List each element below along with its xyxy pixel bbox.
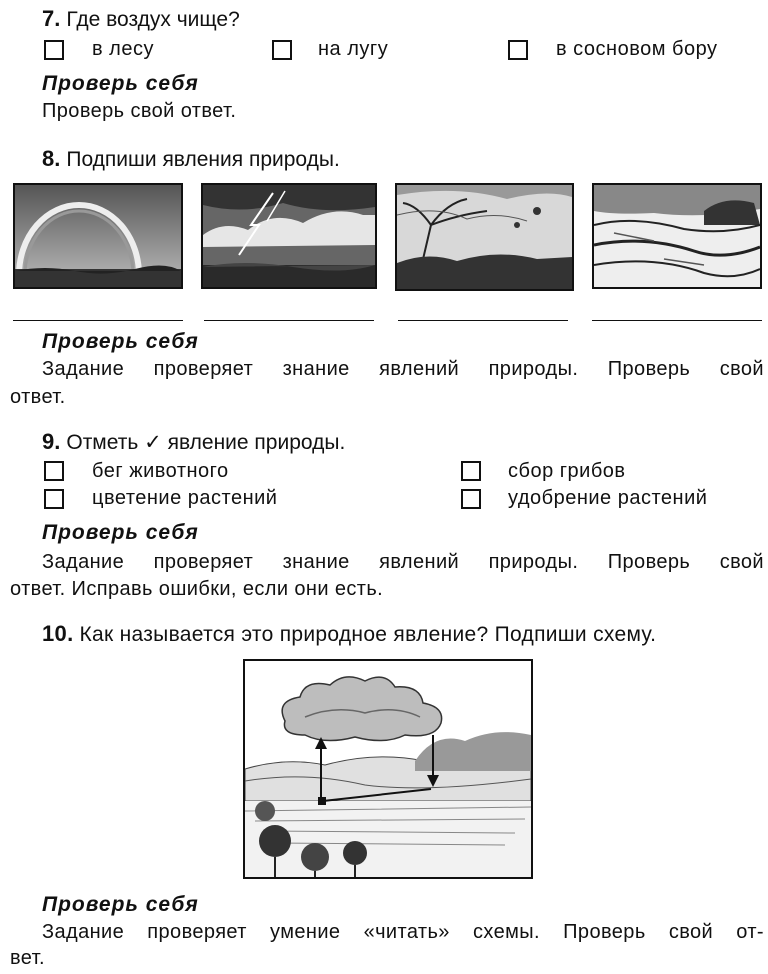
water-cycle-scheme-image xyxy=(243,659,533,879)
q9-checkbox-mushroom-picking[interactable] xyxy=(461,461,481,481)
snowdrift-image xyxy=(592,183,762,289)
q9-option-mushroom-picking: сбор грибов xyxy=(508,460,626,482)
q10-check-line-2: вет. xyxy=(10,947,45,969)
q8-check-line-1: Задание проверяет знание явлений природы. Проверь свой xyxy=(42,358,764,380)
q7-title xyxy=(42,6,240,32)
q9-check-line-1: Задание проверяет знание явлений природы. Проверь свой xyxy=(42,551,764,573)
q9-option-plant-fertilizing: удобрение растений xyxy=(508,487,708,509)
q7-question: Где воздух чище? xyxy=(66,8,240,31)
q7-number: 7. xyxy=(42,6,61,31)
checkmark-icon: ✓ xyxy=(144,431,162,454)
q10-title xyxy=(42,621,656,647)
wind-image xyxy=(395,183,574,291)
q10-check-line-1: Задание проверяет умение «читать» схемы. Проверь свой от- xyxy=(42,921,764,943)
q9-option-animal-running: бег животного xyxy=(92,460,229,482)
q9-checkbox-animal-running[interactable] xyxy=(44,461,64,481)
q8-number: 8. xyxy=(42,146,61,171)
q8-check-title: Проверь себя xyxy=(42,330,199,353)
q9-check-title: Проверь себя xyxy=(42,521,199,544)
q8-answer-line-1[interactable] xyxy=(13,320,183,321)
q8-check-line-2: ответ. xyxy=(10,386,66,408)
q7-option-meadow: на лугу xyxy=(318,38,389,60)
q10-question: Как называется это природное явление? Подпиши схему. xyxy=(79,623,657,646)
q7-checkbox-pine-forest[interactable] xyxy=(508,40,528,60)
q8-answer-line-3[interactable] xyxy=(398,320,568,321)
q9-question-after: явление природы. xyxy=(167,431,346,454)
q8-answer-line-4[interactable] xyxy=(592,320,762,321)
q8-question: Подпиши явления природы. xyxy=(66,148,340,171)
q9-number: 9. xyxy=(42,429,61,454)
q10-check-title: Проверь себя xyxy=(42,893,199,916)
q9-question-before: Отметь xyxy=(66,431,139,454)
q10-number: 10. xyxy=(42,621,74,646)
q7-check-title: Проверь себя xyxy=(42,72,199,95)
q7-checkbox-meadow[interactable] xyxy=(272,40,292,60)
q7-option-pine-forest: в сосновом бору xyxy=(556,38,718,60)
q9-checkbox-plant-fertilizing[interactable] xyxy=(461,489,481,509)
q8-answer-line-2[interactable] xyxy=(204,320,374,321)
q7-option-forest: в лесу xyxy=(92,38,154,60)
q8-title xyxy=(42,146,340,172)
rainbow-image xyxy=(13,183,183,289)
q7-checkbox-forest[interactable] xyxy=(44,40,64,60)
q7-check-text: Проверь свой ответ. xyxy=(42,100,237,122)
q9-check-line-2: ответ. Исправь ошибки, если они есть. xyxy=(10,578,384,600)
q9-checkbox-plants-blooming[interactable] xyxy=(44,489,64,509)
q9-option-plants-blooming: цветение растений xyxy=(92,487,278,509)
q9-title xyxy=(42,429,345,455)
lightning-storm-image xyxy=(201,183,377,289)
